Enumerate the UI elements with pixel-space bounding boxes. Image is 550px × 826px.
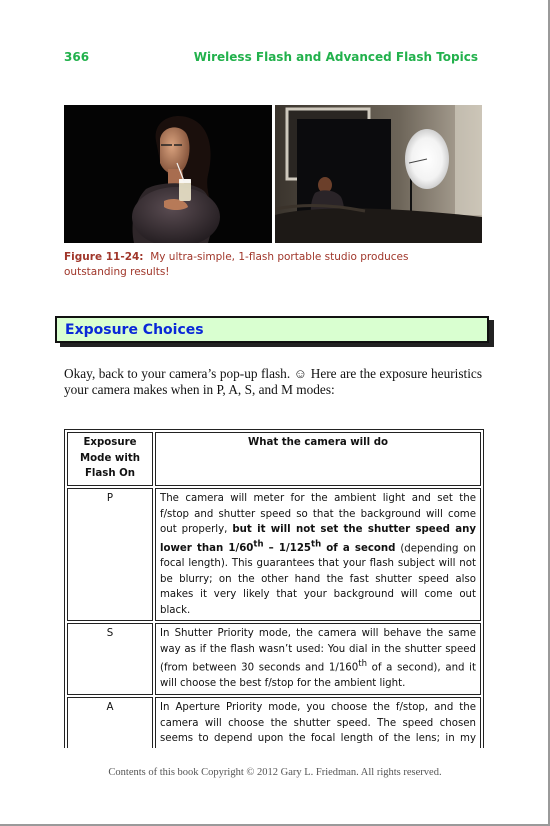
description-cell-s bbox=[155, 623, 481, 695]
mode-cell-p: P bbox=[67, 488, 153, 621]
figure-caption bbox=[64, 250, 474, 280]
mode-cell-s: S bbox=[67, 623, 153, 695]
page-number: 366 bbox=[64, 50, 90, 64]
figure-caption-text: My ultra-simple, 1-flash portable studio produces outstanding results! bbox=[64, 251, 409, 278]
p-sup-1: th bbox=[253, 539, 264, 550]
studio-image bbox=[275, 105, 482, 243]
table-row bbox=[67, 623, 481, 695]
section-heading-box bbox=[55, 316, 489, 343]
figure-label: Figure 11-24: bbox=[64, 251, 144, 263]
a-text-1: In Aperture Priority mode, you choose the f/stop, and the camera will choose the shutter speed. The speed chosen seems to depend upon the focal length of the lens; in my bbox=[160, 702, 476, 745]
s-text-2: of a second), and it will choose the best f/stop for the ambient light. bbox=[160, 662, 476, 690]
p-sup-2: th bbox=[311, 539, 322, 550]
figure-photo-studio bbox=[275, 105, 482, 243]
s-sup: th bbox=[358, 659, 367, 670]
p-text-1: The camera will meter for the ambient light and set the f/stop and shutter speed so that the background will come out properly, bbox=[160, 493, 476, 535]
s-text-1: In Shutter Priority mode, the camera will behave the same way as if the flash wasn’t used: You dial in the shutter speed (from between 30 seconds and 1/160 bbox=[160, 628, 476, 674]
table-row bbox=[67, 488, 481, 621]
table-header-row bbox=[67, 432, 481, 486]
copyright-footer: Contents of this book Copyright © 2012 Gary L. Friedman. All rights reserved. bbox=[108, 767, 442, 778]
figure-photo-portrait bbox=[64, 105, 272, 243]
table-row bbox=[67, 697, 481, 748]
table-viewport bbox=[60, 425, 490, 748]
section-heading: Exposure Choices bbox=[65, 322, 204, 338]
p-bold-text-1: but it will not set the shutter speed any lower than 1/60 bbox=[160, 524, 476, 554]
chapter-title: Wireless Flash and Advanced Flash Topics bbox=[193, 50, 478, 64]
description-cell-a bbox=[155, 697, 481, 748]
portrait-image bbox=[64, 105, 272, 243]
exposure-table bbox=[64, 429, 484, 748]
p-bold-text-3: of a second bbox=[321, 542, 396, 554]
running-header bbox=[64, 50, 478, 68]
column-header-description: What the camera will do bbox=[155, 432, 481, 486]
description-cell-p bbox=[155, 488, 481, 621]
mode-cell-a: A bbox=[67, 697, 153, 748]
p-bold-text-2: – 1/125 bbox=[263, 542, 311, 554]
p-text-2: (depending on focal length). This guarantees that your flash subject will not be blurry; on the other hand the fast shutter speed also makes it very likely that your background will come out black. bbox=[160, 542, 476, 616]
intro-paragraph: Okay, back to your camera’s pop-up flash. ☺ Here are the exposure heuristics your camera makes when in P, A, S, and M modes: bbox=[64, 366, 482, 397]
column-header-mode: Exposure Mode with Flash On bbox=[67, 432, 153, 486]
